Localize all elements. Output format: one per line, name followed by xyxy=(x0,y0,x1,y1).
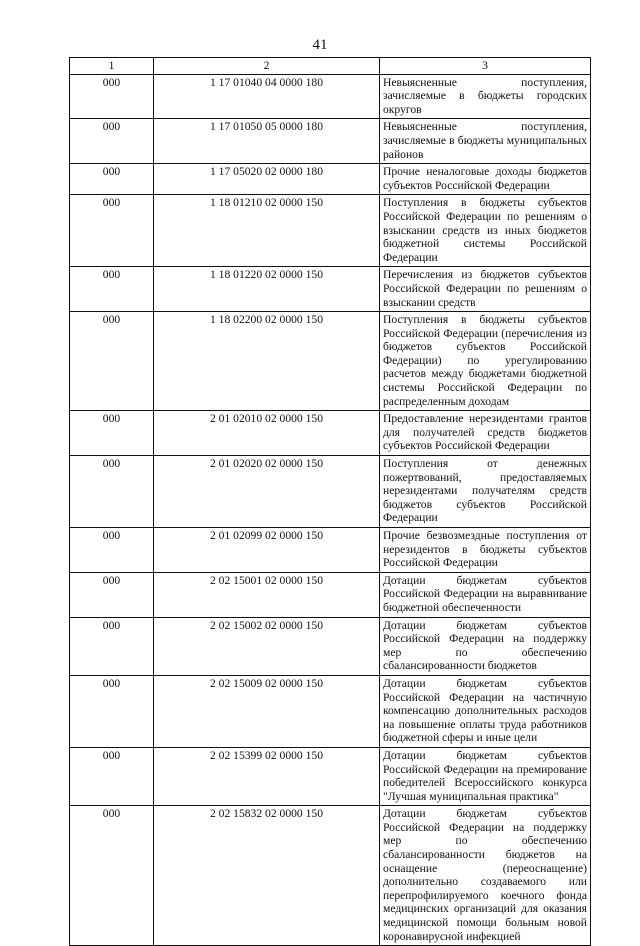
admin-code-cell: 000 xyxy=(70,312,154,411)
table-row xyxy=(70,74,591,119)
table-row xyxy=(70,806,591,946)
table-header-row xyxy=(70,58,591,75)
budget-code-cell: 1 17 01040 04 0000 180 xyxy=(154,74,380,119)
admin-code-cell: 000 xyxy=(70,267,154,312)
revenue-name-cell: Дотации бюджетам субъектов Российской Федерации на выравнивание бюджетной обеспеченности xyxy=(380,572,591,617)
revenue-name-cell: Прочие неналоговые доходы бюджетов субъектов Российской Федерации xyxy=(380,164,591,195)
revenue-name-cell: Поступления в бюджеты субъектов Российской Федерации (перечисления из бюджетов субъектов Российской Федерации) по урегулированию расчетов между бюджетами бюджетной системы Российской Федерации по распределенным доходам xyxy=(380,312,591,411)
budget-code-cell: 2 02 15002 02 0000 150 xyxy=(154,617,380,675)
admin-code-cell: 000 xyxy=(70,617,154,675)
budget-code-cell: 2 02 15009 02 0000 150 xyxy=(154,675,380,747)
table-row xyxy=(70,617,591,675)
table-row xyxy=(70,267,591,312)
budget-code-cell: 1 18 02200 02 0000 150 xyxy=(154,312,380,411)
admin-code-cell: 000 xyxy=(70,411,154,456)
table-row xyxy=(70,675,591,747)
admin-code-cell: 000 xyxy=(70,74,154,119)
budget-code-cell: 1 18 01220 02 0000 150 xyxy=(154,267,380,312)
budget-codes-table xyxy=(69,57,591,946)
column-header-admin: 1 xyxy=(70,58,154,75)
budget-code-cell: 2 02 15001 02 0000 150 xyxy=(154,572,380,617)
table-row xyxy=(70,747,591,805)
budget-code-cell: 2 01 02020 02 0000 150 xyxy=(154,456,380,528)
admin-code-cell: 000 xyxy=(70,164,154,195)
budget-code-cell: 2 02 15832 02 0000 150 xyxy=(154,806,380,946)
table-row xyxy=(70,312,591,411)
column-header-name: 3 xyxy=(380,58,591,75)
admin-code-cell: 000 xyxy=(70,572,154,617)
table-row xyxy=(70,456,591,528)
revenue-name-cell: Дотации бюджетам субъектов Российской Федерации на частичную компенсацию дополнительных расходов на повышение оплаты труда работников бюджетной сферы и иные цели xyxy=(380,675,591,747)
budget-code-cell: 2 01 02010 02 0000 150 xyxy=(154,411,380,456)
column-header-code: 2 xyxy=(154,58,380,75)
admin-code-cell: 000 xyxy=(70,675,154,747)
revenue-name-cell: Поступления от денежных пожертвований, предоставляемых нерезидентами получателям средств бюджетов субъектов Российской Федерации xyxy=(380,456,591,528)
admin-code-cell: 000 xyxy=(70,528,154,573)
revenue-name-cell: Дотации бюджетам субъектов Российской Федерации на поддержку мер по обеспечению сбалансированности бюджетов на оснащение (переоснащение) дополнительно создаваемого или перепрофилируемого коечного фонда медицинских организаций для оказания медицинской помощи больным новой коронавирусной инфекцией xyxy=(380,806,591,946)
budget-code-cell: 1 17 01050 05 0000 180 xyxy=(154,119,380,164)
table-row xyxy=(70,119,591,164)
admin-code-cell: 000 xyxy=(70,747,154,805)
table-row xyxy=(70,528,591,573)
budget-code-cell: 1 17 05020 02 0000 180 xyxy=(154,164,380,195)
table-row xyxy=(70,572,591,617)
revenue-name-cell: Невыясненные поступления, зачисляемые в бюджеты муниципальных районов xyxy=(380,119,591,164)
budget-code-cell: 1 18 01210 02 0000 150 xyxy=(154,195,380,267)
revenue-name-cell: Дотации бюджетам субъектов Российской Федерации на премирование победителей Всероссийского конкурса "Лучшая муниципальная практика" xyxy=(380,747,591,805)
table-row xyxy=(70,195,591,267)
table-row xyxy=(70,411,591,456)
budget-code-cell: 2 02 15399 02 0000 150 xyxy=(154,747,380,805)
admin-code-cell: 000 xyxy=(70,195,154,267)
budget-code-cell: 2 01 02099 02 0000 150 xyxy=(154,528,380,573)
page-number: 41 xyxy=(312,37,328,53)
revenue-name-cell: Дотации бюджетам субъектов Российской Федерации на поддержку мер по обеспечению сбалансированности бюджетов xyxy=(380,617,591,675)
admin-code-cell: 000 xyxy=(70,119,154,164)
revenue-name-cell: Перечисления из бюджетов субъектов Российской Федерации по решениям о взыскании средств xyxy=(380,267,591,312)
revenue-name-cell: Прочие безвозмездные поступления от нерезидентов в бюджеты субъектов Российской Федерации xyxy=(380,528,591,573)
admin-code-cell: 000 xyxy=(70,806,154,946)
admin-code-cell: 000 xyxy=(70,456,154,528)
revenue-name-cell: Невыясненные поступления, зачисляемые в бюджеты городских округов xyxy=(380,74,591,119)
table-row xyxy=(70,164,591,195)
revenue-name-cell: Предоставление нерезидентами грантов для получателей средств бюджетов субъектов Российской Федерации xyxy=(380,411,591,456)
revenue-name-cell: Поступления в бюджеты субъектов Российской Федерации по решениям о взыскании средств из иных бюджетов бюджетной системы Российской Федерации xyxy=(380,195,591,267)
